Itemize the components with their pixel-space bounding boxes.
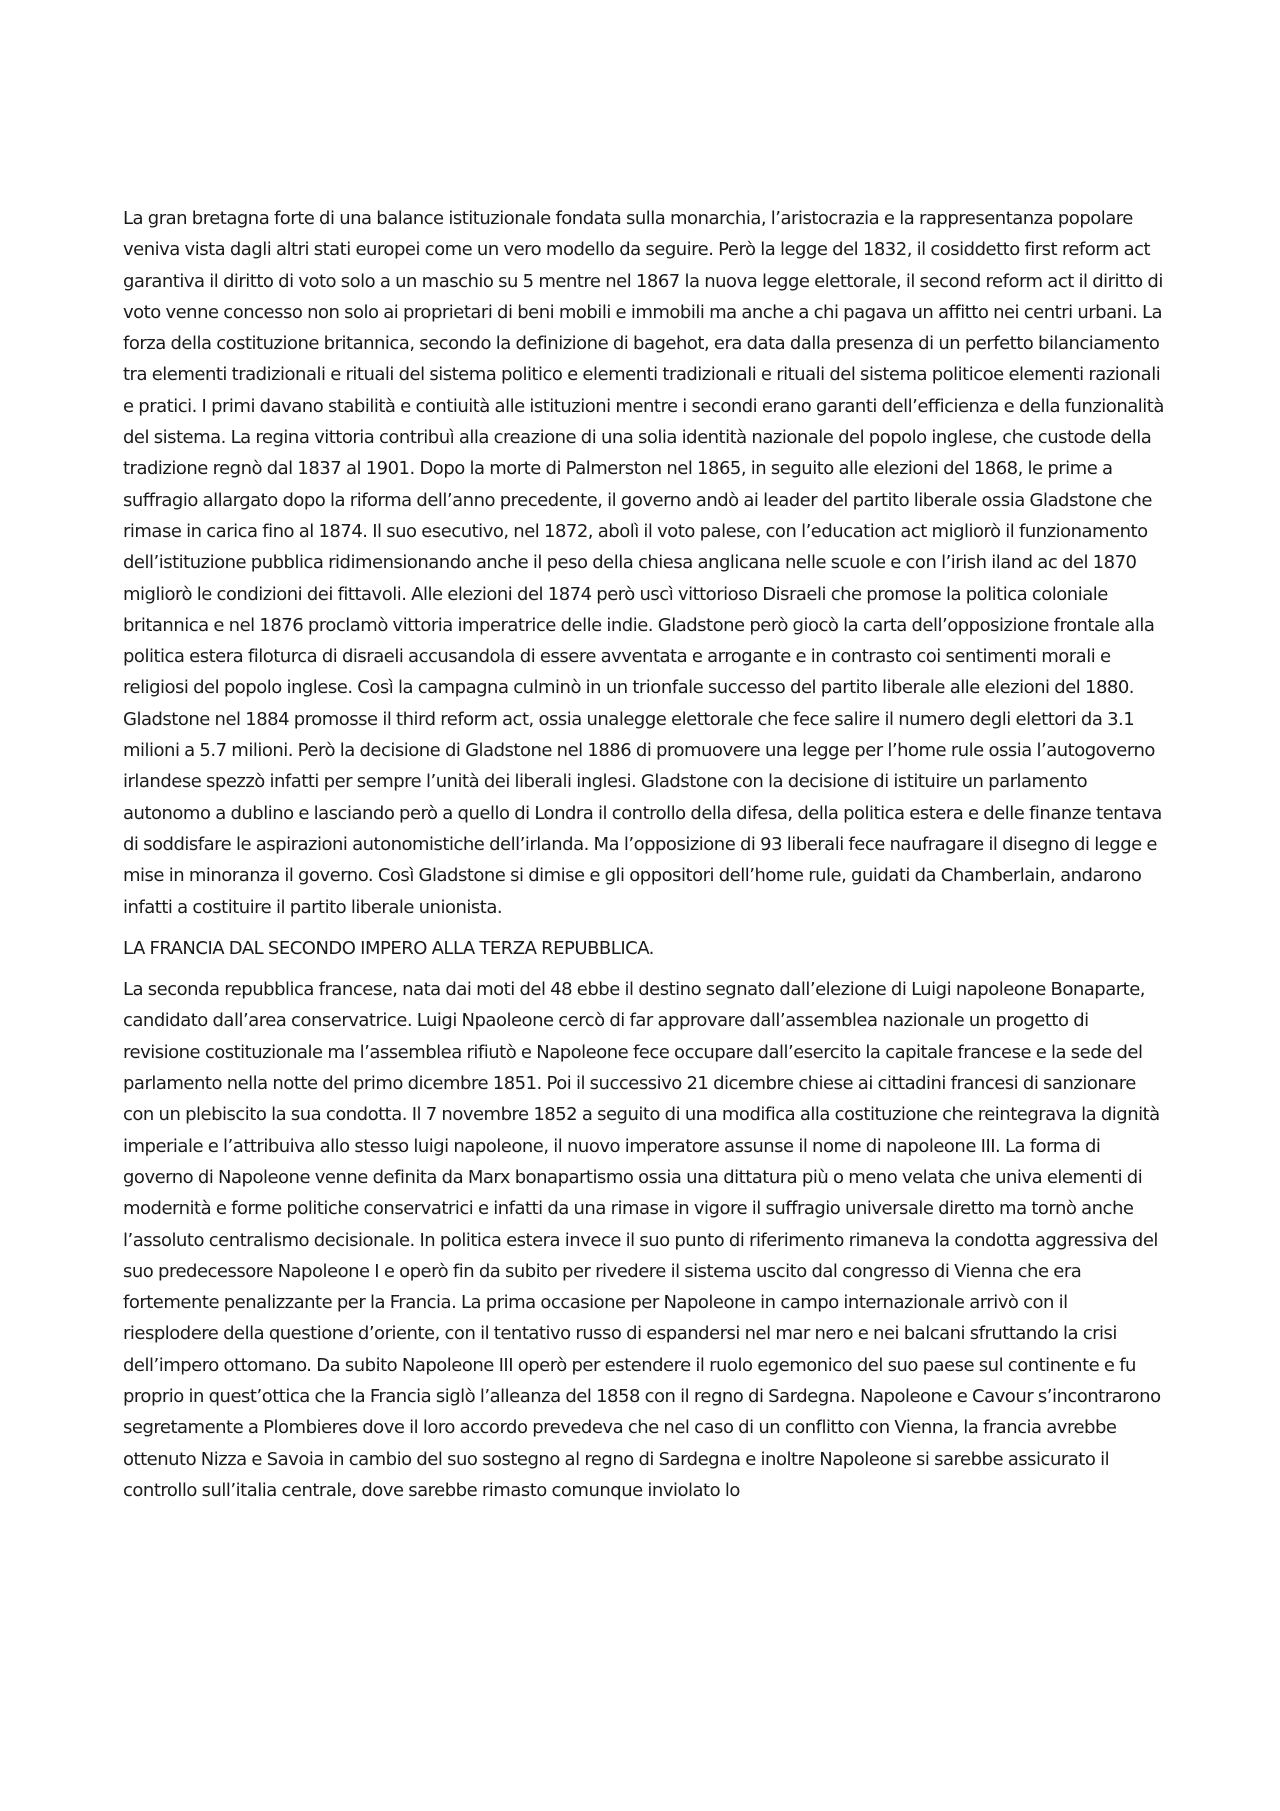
document-body (123, 203, 1167, 1506)
paragraph-france: La seconda repubblica francese, nata dai moti del 48 ebbe il destino segnato dall’elezione di Luigi napoleone Bonaparte, candidato dall’area conservatrice. Luigi Npaoleone cercò di far approvare dall’assemblea nazionale un progetto di revisione costituzionale ma l’assemblea rifiutò e Napoleone fece occupare dall’esercito la capitale francese e la sede del parlamento nella notte del primo dicembre 1851. Poi il successivo 21 dicembre chiese ai cittadini francesi di sanzionare con un plebiscito la sua condotta. Il 7 novembre 1852 a seguito di una modifica alla costituzione che reintegrava la dignità imperiale e l’attribuiva allo stesso luigi napoleone, il nuovo imperatore assunse il nome di napoleone III. La forma di governo di Napoleone venne definita da Marx bonapartismo ossia una dittatura più o meno velata che univa elementi di modernità e forme politiche conservatrici e infatti da una rimase in vigore il suffragio universale diretto ma tornò anche l’assoluto centralismo decisionale. In politica estera invece il suo punto di riferimento rimaneva la condotta aggressiva del suo predecessore Napoleone I e operò fin da subito per rivedere il sistema uscito dal congresso di Vienna che era fortemente penalizzante per la Francia. La prima occasione per Napoleone in campo internazionale arrivò con il riesplodere della questione d’oriente, con il tentativo russo di espandersi nel mar nero e nei balcani sfruttando la crisi dell’impero ottomano. Da subito Napoleone III operò per estendere il ruolo egemonico del suo paese sul continente e fu proprio in quest’ottica che la Francia siglò l’alleanza del 1858 con il regno di Sardegna. Napoleone e Cavour s’incontrarono segretamente a Plombieres dove il loro accordo prevedeva che nel caso di un conflitto con Vienna, la francia avrebbe ottenuto Nizza e Savoia in cambio del suo sostegno al regno di Sardegna e inoltre Napoleone si sarebbe assicurato il controllo sull’italia centrale, dove sarebbe rimasto comunque inviolato lo (123, 979, 1161, 1501)
section-heading-france: LA FRANCIA DAL SECONDO IMPERO ALLA TERZA REPUBBLICA. (123, 937, 654, 959)
paragraph-great-britain: La gran bretagna forte di una balance istituzionale fondata sulla monarchia, l’aristocrazia e la rappresentanza popolare veniva vista dagli altri stati europei come un vero modello da seguire. Però la legge del 1832, il cosiddetto first reform act garantiva il diritto di voto solo a un maschio su 5 mentre nel 1867 la nuova legge elettorale, il second reform act il diritto di voto venne concesso non solo ai proprietari di beni mobili e immobili ma anche a chi pagava un affitto nei centri urbani. La forza della costituzione britannica, secondo la definizione di bagehot, era data dalla presenza di un perfetto bilanciamento tra elementi tradizionali e rituali del sistema politico e elementi tradizionali e rituali del sistema politicoe elementi razionali e pratici. I primi davano stabilità e contiuità alle istituzioni mentre i secondi erano garanti dell’efficienza e della funzionalità del sistema. La regina vittoria contribuì alla creazione di una solia identità nazionale del popolo inglese, che custode della tradizione regnò dal 1837 al 1901. Dopo la morte di Palmerston nel 1865, in seguito alle elezioni del 1868, le prime a suffragio allargato dopo la riforma dell’anno precedente, il governo andò ai leader del partito liberale ossia Gladstone che rimase in carica fino al 1874. Il suo esecutivo, nel 1872, abolì il voto palese, con l’education act migliorò il funzionamento dell’istituzione pubblica ridimensionando anche il peso della chiesa anglicana nelle scuole e con l’irish iland ac del 1870 migliorò le condizioni dei fittavoli. Alle elezioni del 1874 però uscì vittorioso Disraeli che promose la politica coloniale britannica e nel 1876 proclamò vittoria imperatrice delle indie. Gladstone però giocò la carta dell’opposizione frontale alla politica estera filoturca di disraeli accusandola di essere avventata e arrogante e in contrasto coi sentimenti morali e religiosi del popolo inglese. Così la campagna culminò in un trionfale successo del partito liberale alle elezioni del 1880. Gladstone nel 1884 promosse il third reform act, ossia unalegge elettorale che fece salire il numero degli elettori da 3.1 milioni a 5.7 milioni. Però la decisione di Gladstone nel 1886 di promuovere una legge per l’home rule ossia l’autogoverno irlandese spezzò infatti per sempre l’unità dei liberali inglesi. Gladstone con la decisione di istituire un parlamento autonomo a dublino e lasciando però a quello di Londra il controllo della difesa, della politica estera e delle finanze tentava di soddisfare le aspirazioni autonomistiche dell’irlanda. Ma l’opposizione di 93 liberali fece naufragare il disegno di legge e mise in minoranza il governo. Così Gladstone si dimise e gli oppositori dell’home rule, guidati da Chamberlain, andarono infatti a costituire il partito liberale unionista. (123, 208, 1164, 918)
